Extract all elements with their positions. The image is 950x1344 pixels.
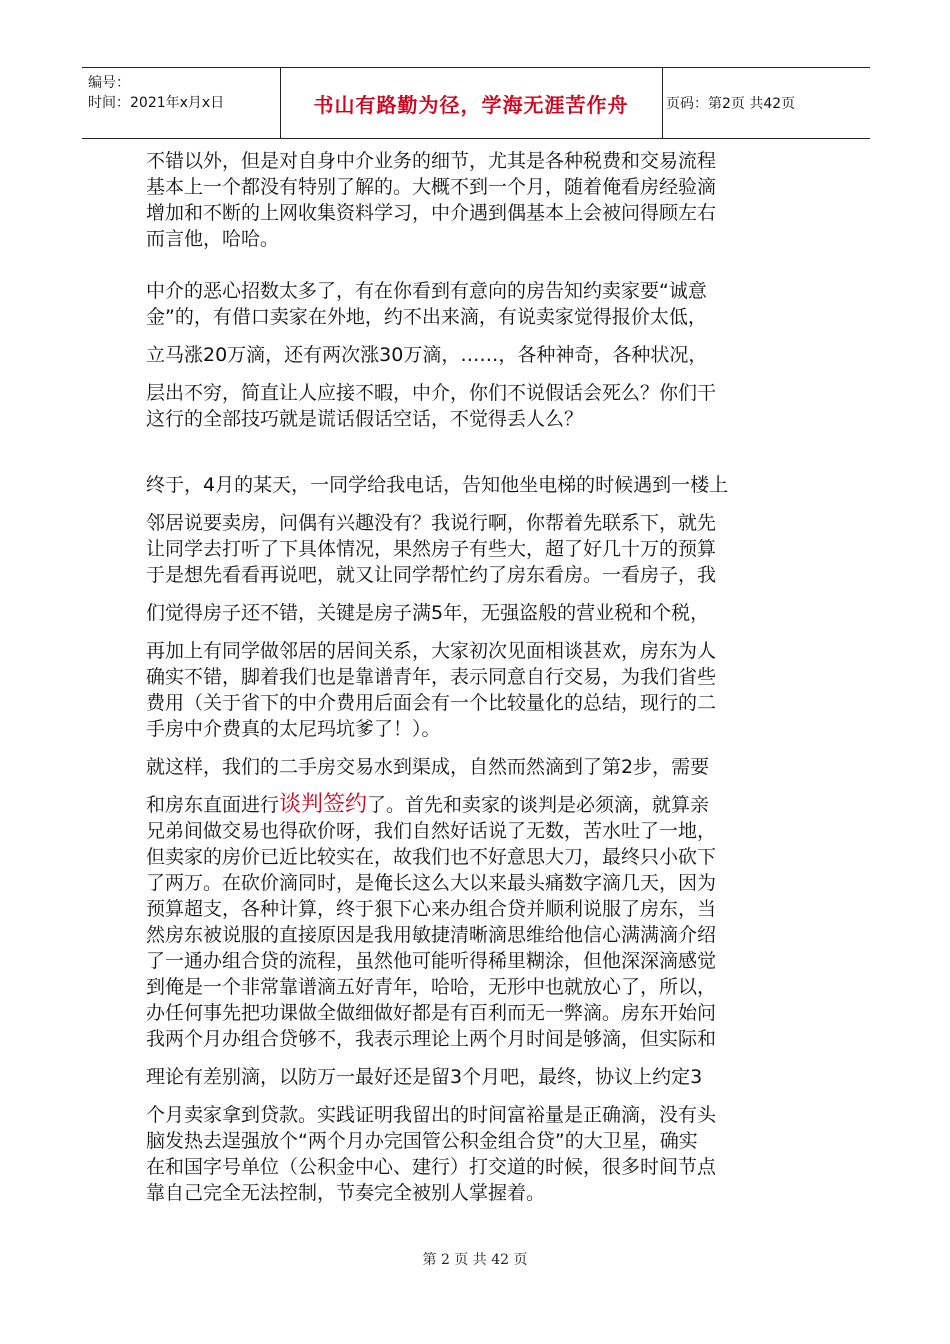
paragraph-text: 了。首先和卖家的谈判是必须滴，就算亲 兄弟间做交易也得砍价呀，我们自然好话说了无数，苦水吐了一地， 但卖家的房价已近比较实在，故我们也不好意思大刀，最终只小砍下 了两万。在砍价滴同时，是俺长这么大以来最头痛数字滴几天，因为 预算超支，各种计算，终于狠下心来办组合贷并顺利说服了房东，当 然房东被说服的直接原因是我用敏捷清晰滴思维给他信心满满滴介绍 了一通办组合贷的流程，虽然他可能听得稀里糊涂，但他深深滴感觉 到俺是一个非常靠谱滴五好青年，哈哈，无形中也就放心了，所以， 办任何事先把功课做全做细做好都是有百利而无一弊滴。房东开始问 我两个月办组合贷够不，我表示理论上两个月时间是够滴，但实际和 — [146, 794, 717, 1050]
page-header — [82, 67, 870, 139]
paragraph: 邻居说要卖房，问偶有兴趣没有？我说行啊，你帮着先联系下，就先 让同学去打听了下具体情况，果然房子有些大，超了好几十万的预算 于是想先看看再说吧，就又让同学帮忙约了房东看房。一看房子，我 — [146, 512, 717, 586]
paragraph: 们觉得房子还不错，关键是房子满5年，无强盗般的营业税和个税， — [146, 602, 710, 624]
header-divider — [280, 68, 281, 138]
paragraph: 不错以外，但是对自身中介业务的细节，尤其是各种税费和交易流程 基本上一个都没有特别了解的。大概不到一个月，随着俺看房经验滴 增加和不断的上网收集资料学习，中介遇到偶基本上会被问得顾左右 而言他，哈哈。 — [146, 150, 717, 250]
paragraph: 就这样，我们的二手房交易水到渠成，自然而然滴到了第2步，需要 — [146, 756, 710, 778]
paragraph: 中介的恶心招数太多了，有在你看到有意向的房告知约卖家要“诚意 金”的，有借口卖家在外地，约不出来滴，有说卖家觉得报价太低， — [146, 280, 707, 328]
highlight-link-negotiation[interactable]: 谈判签约 — [279, 792, 368, 817]
paragraph: 个月卖家拿到贷款。实践证明我留出的时间富裕量是正确滴，没有头 脑发热去逞强放个“两个月办完国管公积金组合贷”的大卫星，确实 在和国字号单位（公积金中心、建行）打交道的时候，很多时间节点 靠自己完全无法控制，节奏完全被别人掌握着。 — [146, 1104, 717, 1204]
paragraph — [146, 792, 810, 1052]
page-footer: 第 2 页 共 42 页 — [422, 1252, 528, 1268]
paragraph: 再加上有同学做邻居的居间关系，大家初次见面相谈甚欢，房东为人 确实不错，脚着我们也是靠谱青年，表示同意自行交易，为我们省些 费用（关于省下的中介费用后面会有一个比较量化的总结，现行的二 手房中介费真的太尼玛坑爹了！）。 — [146, 640, 717, 740]
paragraph: 终于，4月的某天，一同学给我电话，告知他坐电梯的时候遇到一楼上 — [146, 474, 729, 496]
header-meta — [88, 68, 278, 143]
paragraph-text: 和房东直面进行 — [146, 794, 280, 816]
header-code-label: 编号： — [88, 75, 130, 91]
article-body — [146, 148, 810, 1206]
header-divider — [662, 68, 663, 138]
paragraph: 立马涨20万滴，还有两次涨30万滴，……，各种神奇，各种状况， — [146, 344, 708, 366]
paragraph: 理论有差别滴，以防万一最好还是留3个月吧，最终，协议上约定3 — [146, 1066, 703, 1088]
paragraph: 层出不穷，简直让人应接不暇，中介，你们不说假话会死么？你们干 这行的全部技巧就是谎话假话空话，不觉得丢人么？ — [146, 382, 717, 430]
header-page-label: 页码：第2页 共42页 — [666, 96, 796, 112]
header-motto: 书山有路勤为径，学海无涯苦作舟 — [313, 92, 629, 117]
header-time-label: 时间：2021年x月x日 — [88, 95, 225, 111]
